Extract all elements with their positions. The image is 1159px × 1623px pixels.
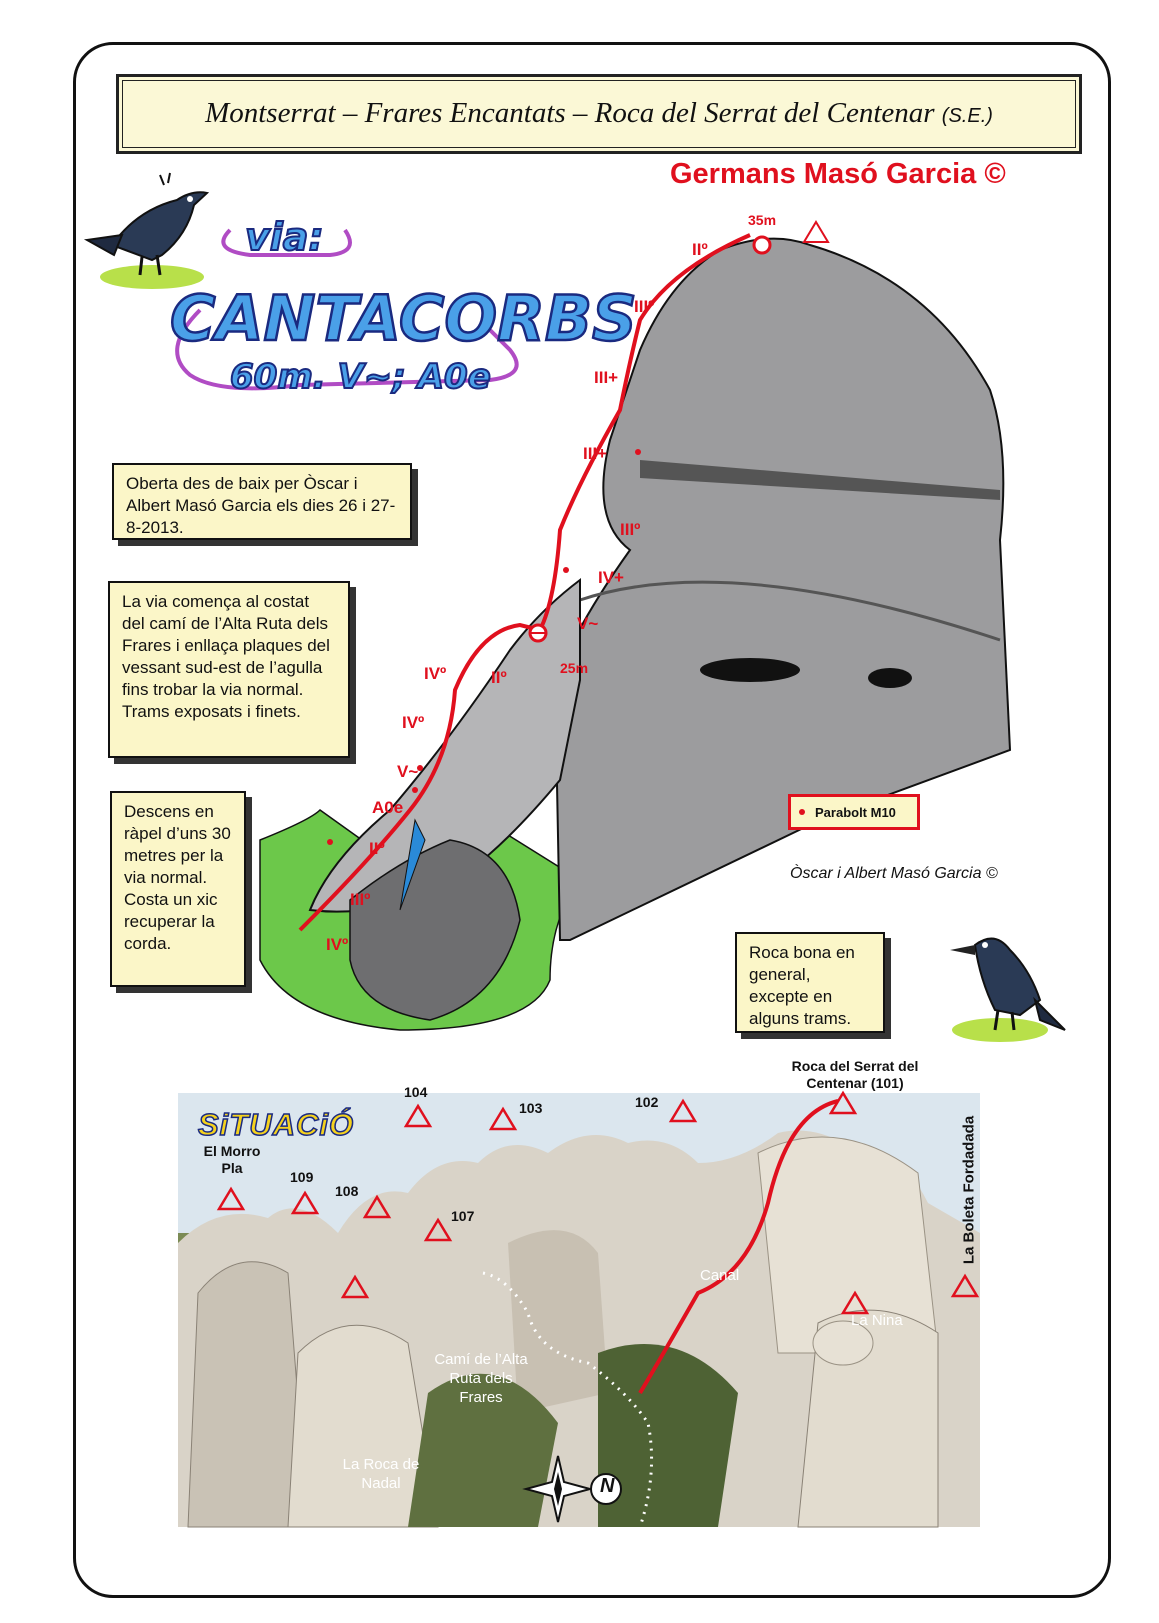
peak-label-boleta: La Boleta Fordadada: [960, 1115, 978, 1265]
title-box: [116, 74, 1082, 154]
topo-credit: Òscar i Albert Masó Garcia ©: [790, 865, 998, 882]
logo-length-grade: 60m. V~; A0e: [230, 357, 491, 397]
peak-label-nina: La Nina: [851, 1312, 903, 1329]
belay-mid-length: 25m: [560, 660, 589, 676]
peak-label-centenar: Roca del Serrat del Centenar (101): [791, 1058, 919, 1091]
bolt-legend: [788, 794, 920, 830]
grade-label: IIº: [369, 839, 385, 858]
bolt-dot-icon: [799, 809, 805, 815]
grade-label: III+: [583, 444, 608, 463]
rock-quality-box: Roca bona en general, excepte en alguns trams.: [735, 932, 885, 1033]
peak-label-nadal: La Roca de Nadal: [342, 1456, 420, 1492]
grade-label: IIIº: [620, 520, 641, 539]
peak-label-108: 108: [335, 1183, 359, 1199]
north-label: N: [600, 1475, 615, 1497]
grade-label: V~: [577, 614, 599, 633]
grade-label: A0e: [372, 798, 404, 817]
peak-label-morro: El Morro Pla: [203, 1143, 261, 1176]
topo-drawing: [250, 220, 1020, 1040]
peak-label-104: 104: [404, 1084, 428, 1100]
grade-label: IV+: [598, 568, 624, 587]
logo-via: via:: [245, 215, 324, 259]
grade-label: IIº: [491, 668, 507, 687]
authors-credit: Germans Masó Garcia ©: [670, 158, 1006, 190]
path-label: Camí de l’Alta Ruta dels Frares: [434, 1351, 528, 1406]
title-suffix: (S.E.): [941, 105, 993, 127]
grade-label: III+: [594, 368, 619, 387]
peak-label-109: 109: [290, 1169, 314, 1185]
belay-top-length: 35m: [748, 212, 777, 228]
title-main: Montserrat – Frares Encantats – Roca del Serrat del Centenar: [205, 97, 935, 129]
bolt-legend-label: Parabolt M10: [815, 804, 896, 820]
grade-label: V~: [397, 762, 419, 781]
grade-label: IVº: [424, 664, 447, 683]
descent-info-box: Descens en ràpel d’uns 30 metres per la via normal. Costa un xic recuperar la corda.: [110, 791, 246, 987]
page-title: [119, 97, 1079, 130]
peak-label-102: 102: [635, 1094, 659, 1110]
peak-label-103: 103: [519, 1100, 543, 1116]
grade-label: IIIº: [634, 297, 655, 316]
opening-info-box: Oberta des de baix per Òscar i Albert Masó Garcia els dies 26 i 27-8-2013.: [112, 463, 412, 540]
grade-label: IIº: [692, 240, 708, 259]
description-info-box: La via comença al costat del camí de l’Alta Ruta dels Frares i enllaça plaques del vessant sud-est de l’agulla fins trobar la via normal. Trams exposats i finets.: [108, 581, 350, 758]
grade-label: IVº: [402, 713, 425, 732]
grade-label: IIIº: [350, 890, 371, 909]
peak-label-107: 107: [451, 1208, 475, 1224]
crow-icon: [940, 920, 1080, 1050]
situation-title: SiTUACiÓ: [198, 1107, 355, 1142]
canal-label: Canal: [700, 1267, 740, 1284]
logo-route-name: CANTACORBS: [170, 282, 637, 355]
grade-label: IVº: [326, 935, 349, 954]
